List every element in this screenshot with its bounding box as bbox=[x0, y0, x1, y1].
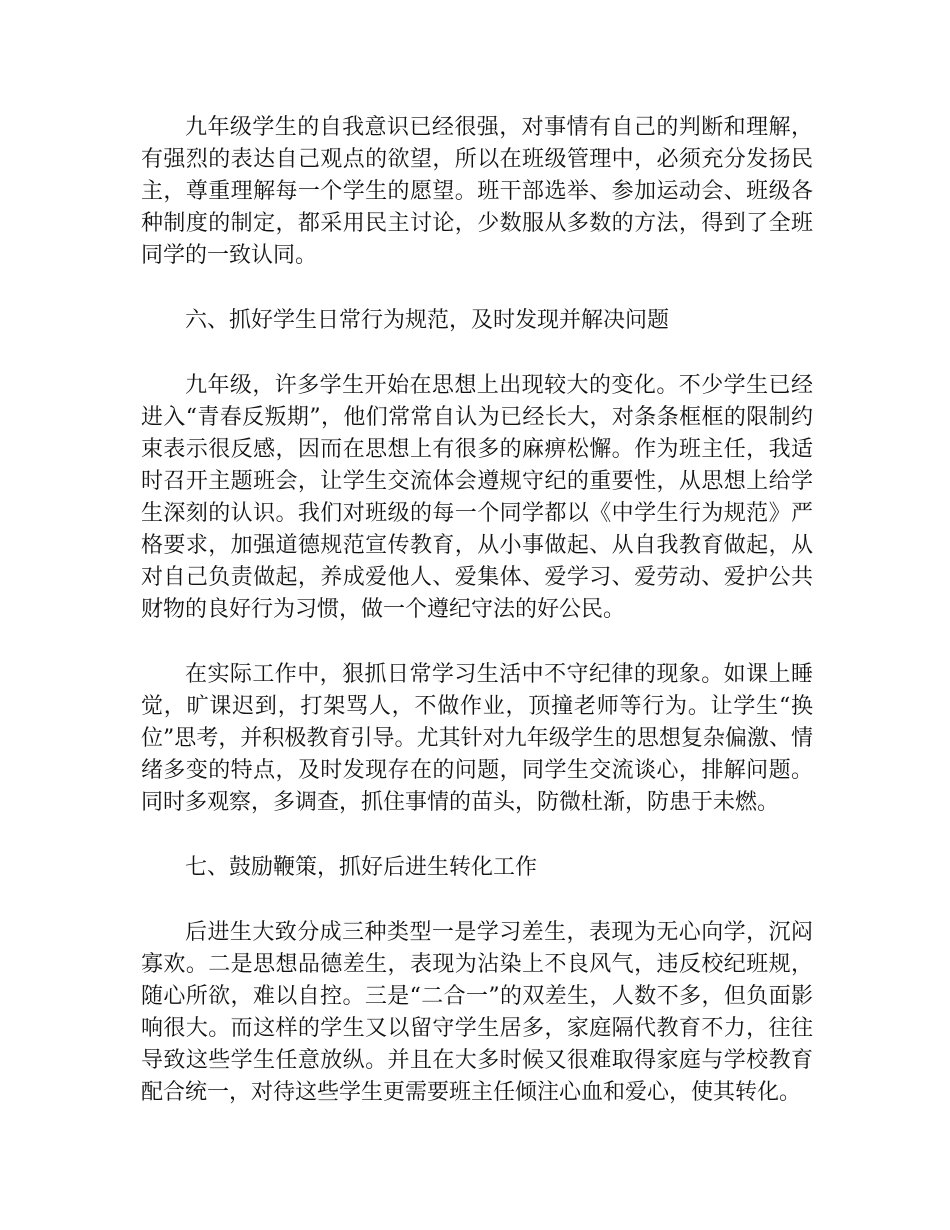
paragraph-gap bbox=[141, 337, 813, 370]
document-page bbox=[141, 112, 813, 1109]
section-heading-seven: 七、鼓励鞭策，抓好后进生转化工作 bbox=[185, 855, 538, 880]
paragraph-underachievers: 后进生大致分成三种类型一是学习差生，表现为无心向学，沉闷寡欢。二是思想品德差生，表现为沾染上不良风气，违反校纪班规，随心所欲，难以自控。三是“二合一”的双差生，人数不多，但负面影响很大。而这样的学生又以留守学生居多，家庭隔代教育不力，往往导致这些学生任意放纵。并且在大多时候又很难取得家庭与学校教育配合统一，对待这些学生更需要班主任倾注心血和爱心，使其转化。 bbox=[141, 920, 813, 1105]
paragraph-discipline: 在实际工作中，狠抓日常学习生活中不守纪律的现象。如课上睡觉，旷课迟到，打架骂人，不做作业，顶撞老师等行为。让学生“换位”思考，并积极教育引导。尤其针对九年级学生的思想复杂偏激、情绪多变的特点，及时发现存在的问题，同学生交流谈心，排解问题。同时多观察，多调查，抓住事情的苗头，防微杜渐，防患于未燃。 bbox=[141, 662, 813, 815]
paragraph-democracy: 九年级学生的自我意识已经很强，对事情有自己的判断和理解，有强烈的表达自己观点的欲望，所以在班级管理中，必须充分发扬民主，尊重理解每一个学生的愿望。班干部选举、参加运动会、班级各种制度的制定，都采用民主讨论，少数服从多数的方法，得到了全班同学的一致认同。 bbox=[141, 115, 813, 268]
paragraph-gap bbox=[141, 819, 813, 852]
paragraph-gap bbox=[141, 272, 813, 305]
paragraph-behavior-norms: 九年级，许多学生开始在思想上出现较大的变化。不少学生已经进入“青春反叛期”，他们常常自认为已经长大，对条条框框的限制约束表示很反感，因而在思想上有很多的麻痹松懈。作为班主任，我适时召开主题班会，让学生交流体会遵规守纪的重要性，从思想上给学生深刻的认识。我们对班级的每一个同学都以《中学生行为规范》严格要求，加强道德规范宣传教育，从小事做起、从自我教育做起，从对自己负责做起，养成爱他人、爱集体、爱学习、爱劳动、爱护公共财物的良好行为习惯，做一个遵纪守法的好公民。 bbox=[141, 373, 813, 622]
section-heading-six: 六、抓好学生日常行为规范，及时发现并解决问题 bbox=[185, 308, 670, 333]
paragraph-gap bbox=[141, 626, 813, 659]
paragraph-gap bbox=[141, 884, 813, 917]
